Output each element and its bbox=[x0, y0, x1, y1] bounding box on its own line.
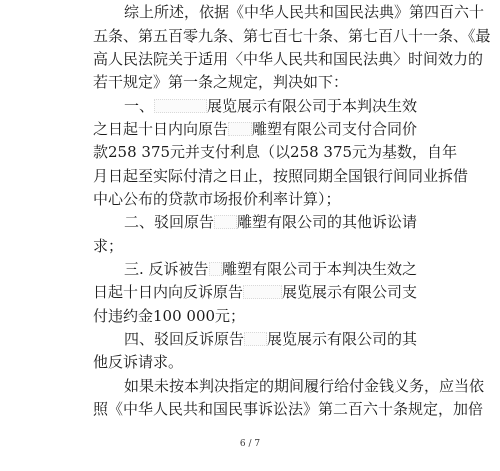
text-segment: 月 bbox=[93, 167, 109, 185]
text-line bbox=[124, 376, 485, 396]
text-segment: 三. 反诉被告 bbox=[124, 260, 209, 278]
text-line bbox=[93, 399, 484, 419]
text-segment: 综上所述，依据《中华人民共和国民法典》第四百六十 bbox=[124, 3, 485, 21]
text-line bbox=[93, 236, 417, 256]
text-segment: 展览展示有限公司于本判决生效 bbox=[206, 97, 417, 115]
text-line bbox=[124, 96, 417, 116]
text-line bbox=[93, 189, 417, 209]
text-segment: 年 bbox=[442, 143, 458, 161]
redacted-name bbox=[214, 215, 237, 229]
text-line bbox=[93, 282, 417, 302]
text-segment: 雕塑有限公司于本判决生效之 bbox=[221, 260, 417, 278]
text-segment: 付违约金100 000元； bbox=[93, 307, 246, 325]
text-line bbox=[93, 352, 417, 372]
text-segment: 日起至实际付清之日止，按照同期全国银行间同业拆借 bbox=[108, 167, 469, 185]
text-segment: 二、驳回原告 bbox=[124, 213, 215, 231]
text-segment: 四、驳回反诉原告 bbox=[124, 330, 245, 348]
text-line bbox=[124, 212, 417, 232]
text-segment: 款258 375元并支付利息（以258 375元为基数，自 bbox=[93, 143, 443, 161]
redacted-name bbox=[228, 122, 252, 136]
item-number: 一、 bbox=[124, 97, 155, 115]
text-segment: 展览展示有限公司的其 bbox=[266, 330, 417, 348]
text-segment: 之日起十日内向原告 bbox=[93, 120, 229, 138]
text-segment: 展览展示有限公司支 bbox=[281, 283, 417, 301]
text-segment: 五条、第五百零九条、第七百七十条、第七百八十一条、《最 bbox=[93, 27, 491, 45]
text-line bbox=[93, 166, 469, 186]
text-line bbox=[93, 72, 417, 92]
text-segment: 雕塑有限公司的其他诉讼请 bbox=[236, 213, 417, 231]
text-segment: 若干规定》第一条之规定，判决如下： bbox=[93, 73, 349, 91]
text-line bbox=[93, 306, 417, 326]
text-line bbox=[93, 142, 458, 162]
redacted-name bbox=[154, 99, 207, 113]
page-number: 6 / 7 bbox=[239, 439, 261, 449]
redacted-name bbox=[243, 285, 282, 299]
redacted-name bbox=[209, 262, 222, 276]
text-segment: 照《中华人民共和国民事诉讼法》第二百六十条规定，加倍 bbox=[93, 400, 484, 418]
text-segment: 求； bbox=[93, 237, 124, 255]
text-segment: 他反诉请求。 bbox=[93, 353, 184, 371]
text-line bbox=[124, 2, 485, 22]
text-segment: 雕塑有限公司支付合同价 bbox=[251, 120, 417, 138]
text-line bbox=[93, 119, 417, 139]
text-segment: 日起十日内向反诉原告 bbox=[93, 283, 244, 301]
text-segment: 如果未按本判决指定的期间履行给付金钱义务，应当依 bbox=[124, 377, 485, 395]
text-segment: 高人民法院关于适用〈中华人民共和国民法典〉时间效力的 bbox=[93, 50, 484, 68]
text-line bbox=[93, 49, 484, 69]
text-line bbox=[124, 259, 417, 279]
redacted-name bbox=[244, 332, 267, 346]
text-line bbox=[124, 329, 417, 349]
text-line bbox=[93, 26, 491, 46]
text-segment: 中心公布的贷款市场报价利率计算）； bbox=[93, 190, 341, 208]
